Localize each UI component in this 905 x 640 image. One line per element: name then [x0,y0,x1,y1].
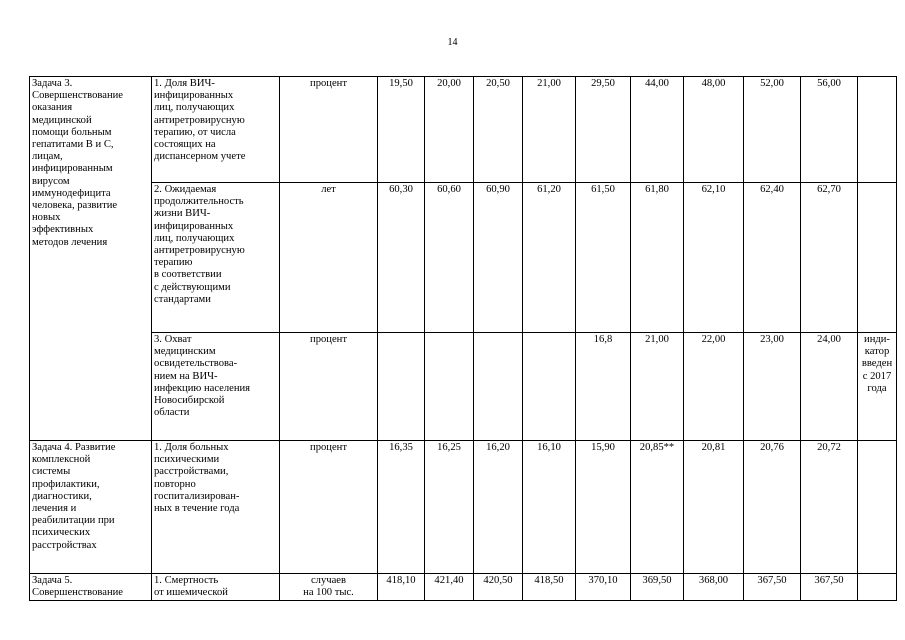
table-row [30,183,897,333]
value-cell [425,333,474,441]
value-cell: 16,10 [523,441,576,574]
value-cell: 20,76 [744,441,801,574]
unit-cell: процент [280,441,378,574]
value-cell: 369,50 [631,574,684,601]
value-cell: 20,50 [474,77,523,183]
value-cell: 421,40 [425,574,474,601]
value-cell: 61,50 [576,183,631,333]
value-cell [523,333,576,441]
value-cell: 22,00 [684,333,744,441]
note-cell [858,183,897,333]
value-cell: 62,70 [801,183,858,333]
table-row [30,333,897,441]
value-cell: 368,00 [684,574,744,601]
value-cell: 367,50 [744,574,801,601]
value-cell: 16,8 [576,333,631,441]
value-cell: 60,60 [425,183,474,333]
value-cell: 61,20 [523,183,576,333]
value-cell: 16,20 [474,441,523,574]
table-row [30,441,897,574]
value-cell: 24,00 [801,333,858,441]
indicator-cell: 3. Охват медицинским освидетельствова- нием на ВИЧ- инфекцию населения Новосибирской области [152,333,280,441]
value-cell: 62,40 [744,183,801,333]
value-cell: 48,00 [684,77,744,183]
value-cell: 62,10 [684,183,744,333]
note-cell [858,77,897,183]
unit-cell: лет [280,183,378,333]
task-cell: Задача 3. Совершенствование оказания медицинской помощи больным гепатитами В и С, лицам, инфицированным вирусом иммунодефицита человека, развитие новых эффективных методов лечения [30,77,152,441]
value-cell: 60,90 [474,183,523,333]
value-cell: 44,00 [631,77,684,183]
value-cell: 420,50 [474,574,523,601]
value-cell: 20,85** [631,441,684,574]
table-row [30,574,897,601]
value-cell: 16,35 [378,441,425,574]
indicator-cell: 1. Доля больных психическими расстройствами, повторно госпитализирован- ных в течение года [152,441,280,574]
value-cell: 418,10 [378,574,425,601]
value-cell: 20,72 [801,441,858,574]
value-cell: 61,80 [631,183,684,333]
value-cell: 52,00 [744,77,801,183]
value-cell [474,333,523,441]
value-cell: 20,00 [425,77,474,183]
value-cell: 56,00 [801,77,858,183]
value-cell: 20,81 [684,441,744,574]
unit-cell: процент [280,77,378,183]
task-cell: Задача 5. Совершенствование [30,574,152,601]
value-cell: 15,90 [576,441,631,574]
indicator-cell: 1. Доля ВИЧ- инфицированных лиц, получающих антиретровирусную терапию, от числа состоящих на диспансерном учете [152,77,280,183]
note-cell: инди- катор введен с 2017 года [858,333,897,441]
value-cell: 19,50 [378,77,425,183]
page-number: 14 [447,37,458,48]
value-cell: 16,25 [425,441,474,574]
unit-cell: случаев на 100 тыс. [280,574,378,601]
value-cell: 418,50 [523,574,576,601]
value-cell: 21,00 [523,77,576,183]
indicator-cell: 1. Смертность от ишемической [152,574,280,601]
value-cell [378,333,425,441]
unit-cell: процент [280,333,378,441]
note-cell [858,441,897,574]
value-cell: 60,30 [378,183,425,333]
value-cell: 21,00 [631,333,684,441]
task-cell: Задача 4. Развитие комплексной системы профилактики, диагностики, лечения и реабилитации при психических расстройствах [30,441,152,574]
indicator-cell: 2. Ожидаемая продолжительность жизни ВИЧ- инфицированных лиц, получающих антиретровирусную терапию в соответствии с действующими стандартами [152,183,280,333]
note-cell [858,574,897,601]
value-cell: 370,10 [576,574,631,601]
indicators-table [29,76,897,601]
value-cell: 29,50 [576,77,631,183]
table-row [30,77,897,183]
value-cell: 23,00 [744,333,801,441]
value-cell: 367,50 [801,574,858,601]
